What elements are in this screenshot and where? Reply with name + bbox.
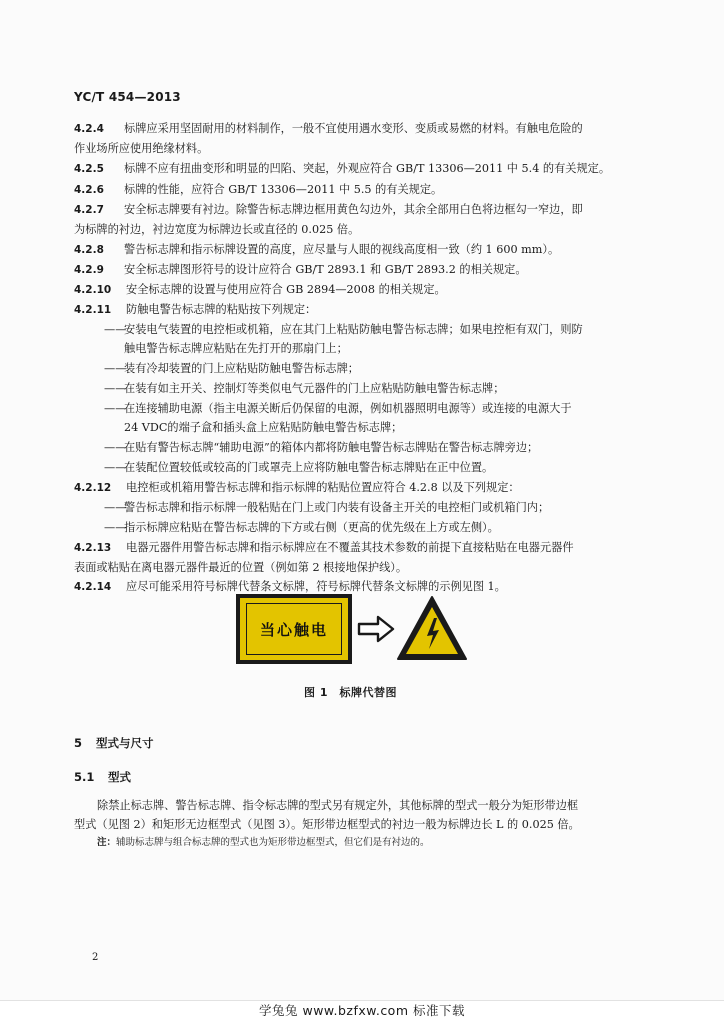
clause-number: 4.2.6 [74, 184, 104, 196]
clause-text: 安全标志牌要有衬边。除警告标志牌边框用黄色勾边外，其余全部用白色将边框勾一窄边，即 [124, 203, 583, 216]
dash-mark: —— [104, 461, 127, 474]
page-number: 2 [92, 952, 99, 963]
list-item-text: 在连接辅助电源（指主电源关断后仍保留的电源，例如机器照明电源等）或连接的电源大于 [124, 402, 572, 415]
clause-4-2-12 [74, 478, 649, 498]
electric-shock-warning-triangle-icon [396, 594, 468, 662]
clause-number: 4.2.12 [74, 482, 112, 494]
clause-text-cont: 作业场所应使用绝缘材料。 [74, 142, 209, 155]
dash-mark: —— [104, 521, 127, 534]
list-item [104, 379, 652, 398]
section-heading-5-1 [74, 769, 131, 785]
list-item-text: 安装电气装置的电控柜或机箱，应在其门上粘贴防触电警告标志牌；如果电控柜有双门，则防 [124, 323, 583, 336]
clause-4-2-9 [74, 260, 649, 280]
note [74, 836, 648, 850]
paragraph-text-cont: 型式（见图 2）和矩形无边框型式（见图 3）。矩形带边框型式的衬边一般为标牌边长 L 的 0.025 倍。 [74, 818, 580, 831]
clause-text: 电控柜或机箱用警告标志牌和指示标牌的粘贴位置应符合 4.2.8 以及下列规定： [126, 481, 520, 494]
clause-4-2-4 [74, 119, 649, 158]
clause-text-cont: 表面或粘贴在离电器元器件最近的位置（例如第 2 根接地保护线）。 [74, 561, 408, 574]
figure-1 [236, 594, 468, 664]
clause-text: 标牌应采用坚固耐用的材料制作，一般不宜使用遇水变形、变质或易燃的材料。有触电危险的 [124, 122, 583, 135]
standard-code: YC/T 454—2013 [74, 90, 181, 104]
paragraph-text: 除禁止标志牌、警告标志牌、指令标志牌的型式另有规定外，其他标牌的型式一般分为矩形带边框 [97, 799, 579, 812]
figure-caption: 图 1 标牌代替图 [304, 686, 397, 699]
list-item [104, 359, 652, 378]
clause-number: 4.2.4 [74, 123, 104, 135]
list-item-text: 在贴有警告标志牌“辅助电源”的箱体内都将防触电警告标志牌贴在警告标志牌旁边； [124, 441, 539, 454]
list-item-text: 警告标志牌和指示标牌一般粘贴在门上或门内装有设备主开关的电控柜门或机箱门内； [124, 501, 550, 514]
section-number: 5 [74, 736, 83, 750]
download-watermark: 学兔兔 www.bzfxw.com 标准下载 [259, 1003, 465, 1018]
clause-4-2-13 [74, 538, 649, 577]
dash-mark: —— [104, 501, 127, 514]
list-item-text-cont: 24 VDC的端子盒和插头盒上应粘贴防触电警告标志牌； [124, 421, 403, 434]
paragraph-5-1 [74, 796, 648, 834]
list-item-text: 装有冷却装置的门上应粘贴防触电警告标志牌； [124, 362, 359, 375]
list-item-text: 在装配位置较低或较高的门或罩壳上应将防触电警告标志牌贴在正中位置。 [124, 461, 494, 474]
text-sign [236, 594, 352, 664]
section-title: 型式 [108, 770, 131, 784]
dash-mark: —— [104, 441, 127, 454]
clause-4-2-8 [74, 240, 649, 260]
list-item [104, 320, 652, 358]
clause-number: 4.2.11 [74, 304, 112, 316]
clause-text-cont: 为标牌的衬边，衬边宽度为标牌边长或直径的 0.025 倍。 [74, 223, 360, 236]
list-item-text: 指示标牌应粘贴在警告标志牌的下方或右侧（更高的优先级在上方或左侧）。 [124, 521, 499, 534]
clause-4-2-6 [74, 180, 649, 200]
dash-mark: —— [104, 402, 127, 415]
clause-text: 警告标志牌和指示标牌设置的高度，应尽量与人眼的视线高度相一致（约 1 600 mm）。 [124, 243, 560, 256]
dash-mark: —— [104, 382, 127, 395]
list-item-text: 在装有如主开关、控制灯等类似电气元器件的门上应粘贴防触电警告标志牌； [124, 382, 505, 395]
clause-4-2-7 [74, 200, 649, 239]
note-label: 注： [97, 837, 117, 848]
clause-text: 标牌的性能，应符合 GB/T 13306—2011 中 5.5 的有关规定。 [124, 183, 443, 196]
clause-number: 4.2.9 [74, 264, 104, 276]
clause-number: 4.2.14 [74, 581, 112, 593]
clause-number: 4.2.8 [74, 244, 104, 256]
list-item [104, 458, 652, 477]
list-item-text-cont: 触电警告标志牌应粘贴在先打开的那扇门上； [124, 342, 348, 355]
clause-text: 防触电警告标志牌的粘贴按下列规定： [126, 303, 317, 316]
dash-mark: —— [104, 362, 127, 375]
clause-text: 应尽可能采用符号标牌代替条文标牌，符号标牌代替条文标牌的示例见图 1。 [126, 580, 506, 593]
clause-number: 4.2.13 [74, 542, 112, 554]
list-item [104, 498, 652, 517]
section-title: 型式与尺寸 [96, 736, 154, 750]
clause-4-2-11 [74, 300, 649, 320]
clause-text: 安全标志牌图形符号的设计应符合 GB/T 2893.1 和 GB/T 2893.2 的相关规定。 [124, 263, 527, 276]
dash-mark: —— [104, 323, 127, 336]
section-heading-5 [74, 735, 154, 751]
clause-number: 4.2.7 [74, 204, 104, 216]
right-arrow-icon [356, 614, 396, 644]
clause-4-2-10 [74, 280, 649, 300]
clause-number: 4.2.5 [74, 163, 104, 175]
list-item [104, 399, 652, 437]
clause-4-2-5 [74, 159, 649, 179]
note-text: 辅助标志牌与组合标志牌的型式也为矩形带边框型式，但它们是有衬边的。 [116, 837, 430, 848]
section-number: 5.1 [74, 770, 95, 784]
clause-number: 4.2.10 [74, 284, 112, 296]
clause-text: 电器元器件用警告标志牌和指示标牌应在不覆盖其技术参数的前提下直接粘贴在电器元器件 [126, 541, 574, 554]
list-item [104, 518, 652, 537]
clause-text: 安全标志牌的设置与使用应符合 GB 2894—2008 的相关规定。 [126, 283, 446, 296]
clause-text: 标牌不应有扭曲变形和明显的凹陷、突起，外观应符合 GB/T 13306—2011 中 5.4 的有关规定。 [124, 162, 611, 175]
list-item [104, 438, 652, 457]
text-sign-label: 当心触电 [246, 603, 342, 655]
